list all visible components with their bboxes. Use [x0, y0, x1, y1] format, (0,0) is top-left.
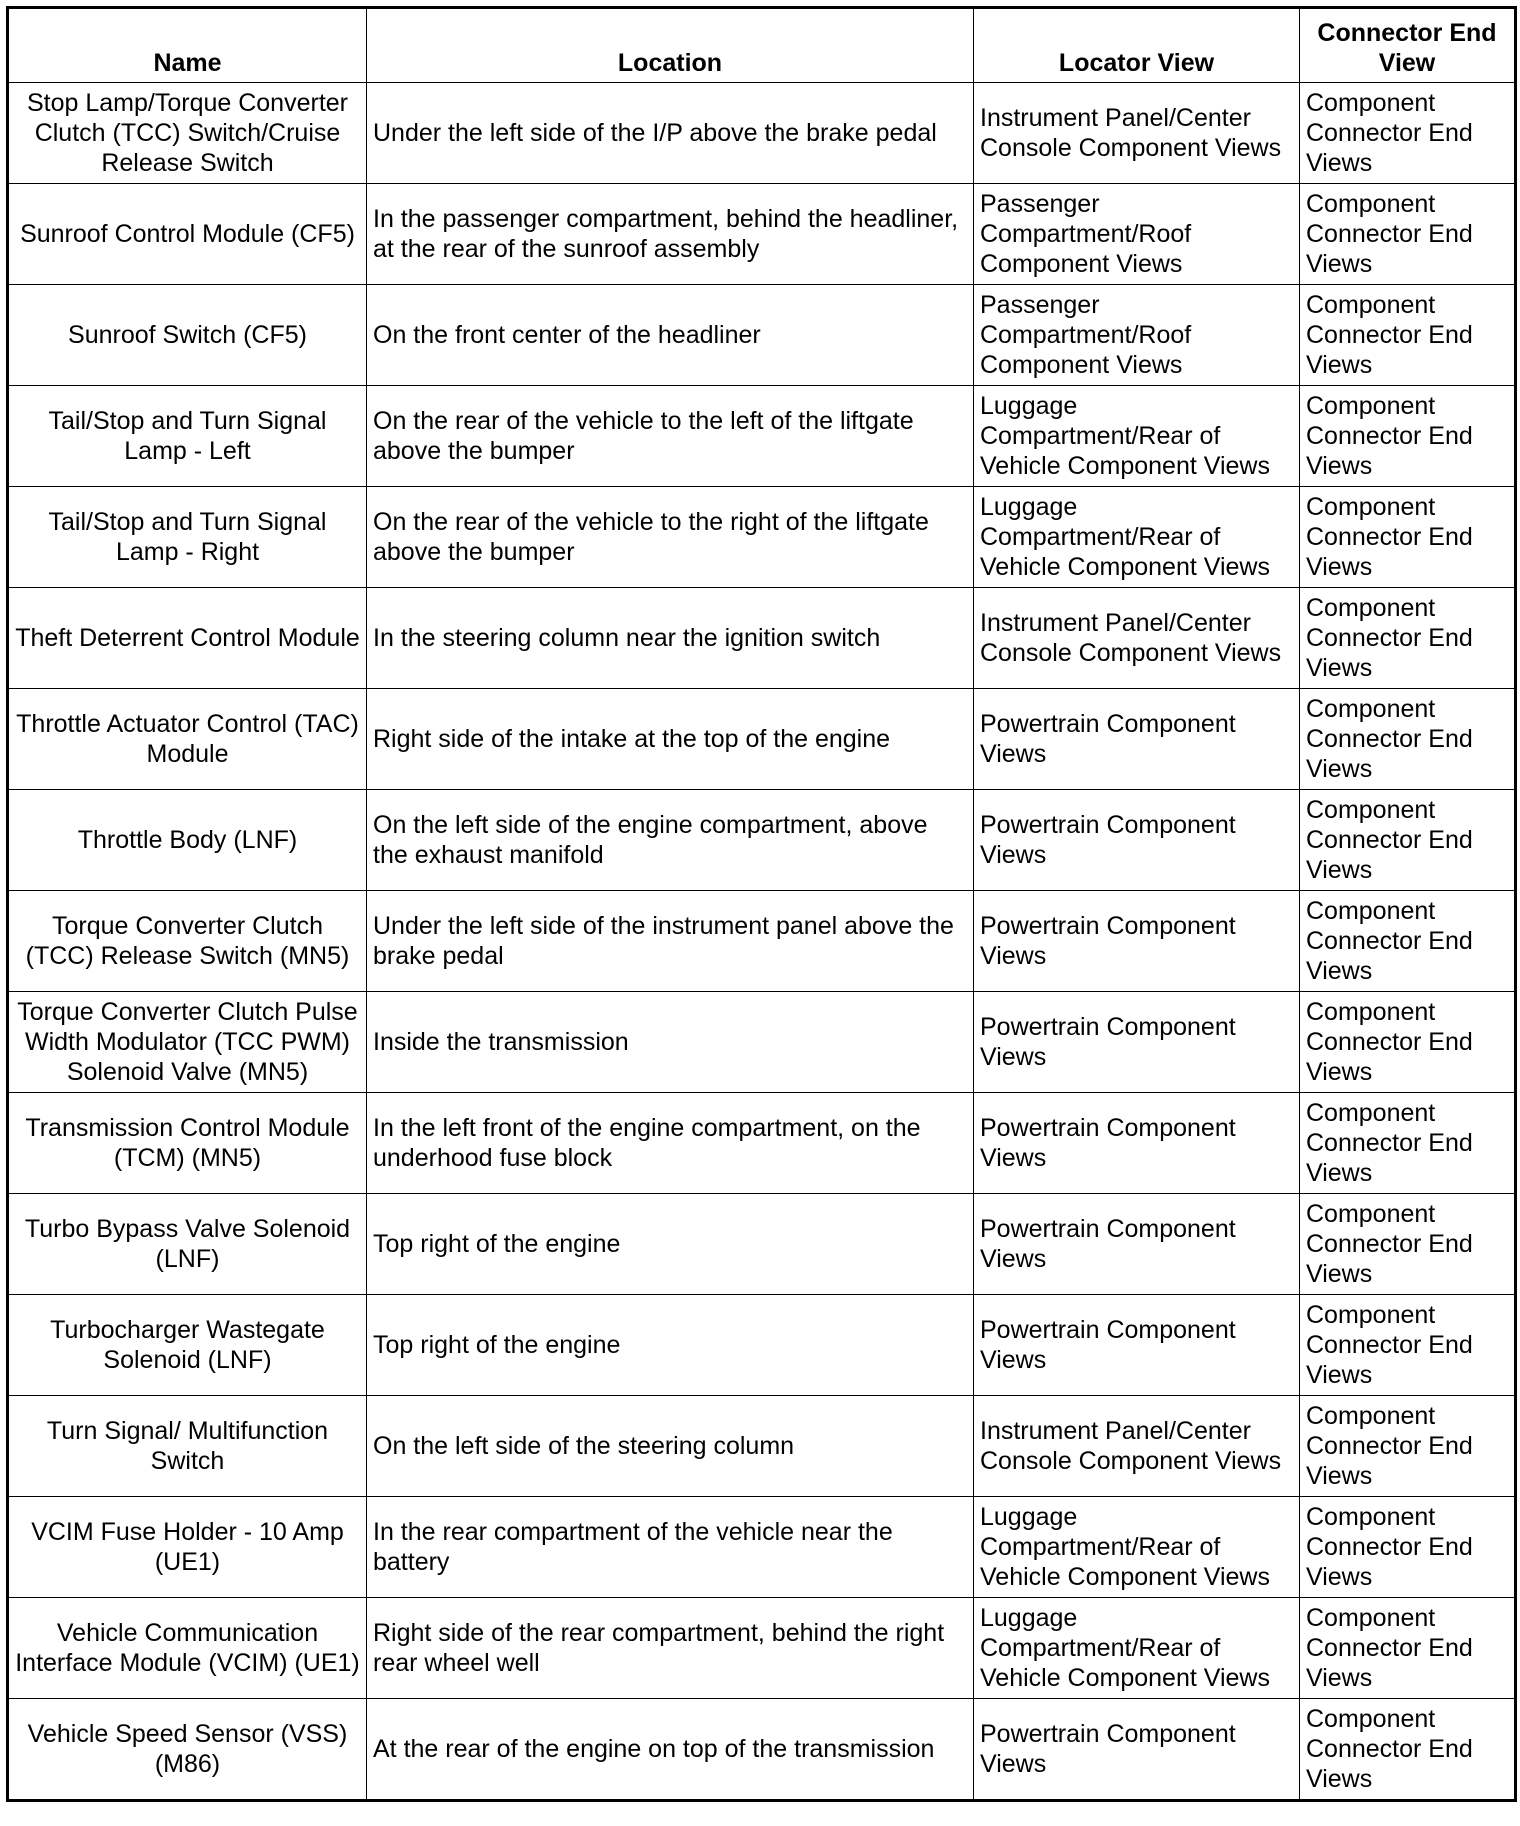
table-row — [8, 992, 1516, 1093]
table-row — [8, 891, 1516, 992]
cell-locator-view: Luggage Compartment/Rear of Vehicle Component Views — [974, 487, 1300, 588]
cell-locator-view: Powertrain Component Views — [974, 1295, 1300, 1396]
cell-name: VCIM Fuse Holder - 10 Amp (UE1) — [8, 1497, 367, 1598]
cell-name: Turbocharger Wastegate Solenoid (LNF) — [8, 1295, 367, 1396]
cell-connector-end-view: Component Connector End Views — [1300, 891, 1516, 992]
cell-name: Turbo Bypass Valve Solenoid (LNF) — [8, 1194, 367, 1295]
table-row — [8, 1194, 1516, 1295]
cell-locator-view: Powertrain Component Views — [974, 689, 1300, 790]
table-row — [8, 285, 1516, 386]
table-row — [8, 1093, 1516, 1194]
cell-location: On the front center of the headliner — [367, 285, 974, 386]
table-row — [8, 487, 1516, 588]
table-row — [8, 1497, 1516, 1598]
table-row — [8, 689, 1516, 790]
cell-location: Top right of the engine — [367, 1295, 974, 1396]
cell-locator-view: Powertrain Component Views — [974, 891, 1300, 992]
cell-location: In the steering column near the ignition switch — [367, 588, 974, 689]
header-connector-end-view: Connector End View — [1300, 8, 1516, 83]
cell-locator-view: Luggage Compartment/Rear of Vehicle Component Views — [974, 1497, 1300, 1598]
cell-connector-end-view: Component Connector End Views — [1300, 1598, 1516, 1699]
cell-connector-end-view: Component Connector End Views — [1300, 1093, 1516, 1194]
cell-locator-view: Powertrain Component Views — [974, 1194, 1300, 1295]
header-row — [8, 8, 1516, 83]
cell-connector-end-view: Component Connector End Views — [1300, 184, 1516, 285]
table-row — [8, 588, 1516, 689]
cell-connector-end-view: Component Connector End Views — [1300, 1295, 1516, 1396]
cell-connector-end-view: Component Connector End Views — [1300, 588, 1516, 689]
cell-connector-end-view: Component Connector End Views — [1300, 992, 1516, 1093]
cell-locator-view: Passenger Compartment/Roof Component Views — [974, 285, 1300, 386]
cell-name: Theft Deterrent Control Module — [8, 588, 367, 689]
cell-name: Tail/Stop and Turn Signal Lamp - Left — [8, 386, 367, 487]
cell-location: In the left front of the engine compartment, on the underhood fuse block — [367, 1093, 974, 1194]
header-name: Name — [8, 8, 367, 83]
cell-connector-end-view: Component Connector End Views — [1300, 1194, 1516, 1295]
cell-name: Torque Converter Clutch Pulse Width Modulator (TCC PWM) Solenoid Valve (MN5) — [8, 992, 367, 1093]
header-locator-view: Locator View — [974, 8, 1300, 83]
cell-connector-end-view: Component Connector End Views — [1300, 1396, 1516, 1497]
table-row — [8, 1598, 1516, 1699]
cell-name: Throttle Actuator Control (TAC) Module — [8, 689, 367, 790]
table-row — [8, 1295, 1516, 1396]
cell-locator-view: Luggage Compartment/Rear of Vehicle Component Views — [974, 1598, 1300, 1699]
cell-location: On the rear of the vehicle to the right of the liftgate above the bumper — [367, 487, 974, 588]
cell-name: Stop Lamp/Torque Converter Clutch (TCC) Switch/Cruise Release Switch — [8, 83, 367, 184]
table-row — [8, 184, 1516, 285]
cell-location: In the passenger compartment, behind the headliner, at the rear of the sunroof assembly — [367, 184, 974, 285]
table-row — [8, 386, 1516, 487]
cell-locator-view: Instrument Panel/Center Console Component Views — [974, 83, 1300, 184]
cell-locator-view: Luggage Compartment/Rear of Vehicle Component Views — [974, 386, 1300, 487]
component-locator-table — [6, 6, 1517, 1802]
cell-locator-view: Passenger Compartment/Roof Component Views — [974, 184, 1300, 285]
cell-name: Tail/Stop and Turn Signal Lamp - Right — [8, 487, 367, 588]
cell-location: Inside the transmission — [367, 992, 974, 1093]
cell-location: On the rear of the vehicle to the left of the liftgate above the bumper — [367, 386, 974, 487]
cell-connector-end-view: Component Connector End Views — [1300, 1699, 1516, 1801]
cell-connector-end-view: Component Connector End Views — [1300, 689, 1516, 790]
cell-locator-view: Instrument Panel/Center Console Component Views — [974, 588, 1300, 689]
table-row — [8, 83, 1516, 184]
cell-name: Throttle Body (LNF) — [8, 790, 367, 891]
cell-location: Right side of the rear compartment, behind the right rear wheel well — [367, 1598, 974, 1699]
cell-name: Sunroof Control Module (CF5) — [8, 184, 367, 285]
cell-location: On the left side of the engine compartment, above the exhaust manifold — [367, 790, 974, 891]
cell-location: Top right of the engine — [367, 1194, 974, 1295]
cell-connector-end-view: Component Connector End Views — [1300, 386, 1516, 487]
cell-connector-end-view: Component Connector End Views — [1300, 790, 1516, 891]
cell-locator-view: Powertrain Component Views — [974, 790, 1300, 891]
cell-location: On the left side of the steering column — [367, 1396, 974, 1497]
cell-location: Under the left side of the I/P above the brake pedal — [367, 83, 974, 184]
cell-location: Under the left side of the instrument panel above the brake pedal — [367, 891, 974, 992]
cell-name: Vehicle Communication Interface Module (VCIM) (UE1) — [8, 1598, 367, 1699]
header-location: Location — [367, 8, 974, 83]
cell-connector-end-view: Component Connector End Views — [1300, 285, 1516, 386]
table-row — [8, 1699, 1516, 1801]
cell-name: Transmission Control Module (TCM) (MN5) — [8, 1093, 367, 1194]
cell-name: Turn Signal/ Multifunction Switch — [8, 1396, 367, 1497]
cell-connector-end-view: Component Connector End Views — [1300, 1497, 1516, 1598]
cell-connector-end-view: Component Connector End Views — [1300, 83, 1516, 184]
table-row — [8, 790, 1516, 891]
table-row — [8, 1396, 1516, 1497]
cell-location: Right side of the intake at the top of the engine — [367, 689, 974, 790]
cell-locator-view: Powertrain Component Views — [974, 1093, 1300, 1194]
cell-locator-view: Powertrain Component Views — [974, 992, 1300, 1093]
cell-location: At the rear of the engine on top of the transmission — [367, 1699, 974, 1801]
cell-locator-view: Powertrain Component Views — [974, 1699, 1300, 1801]
cell-locator-view: Instrument Panel/Center Console Component Views — [974, 1396, 1300, 1497]
cell-connector-end-view: Component Connector End Views — [1300, 487, 1516, 588]
cell-name: Torque Converter Clutch (TCC) Release Switch (MN5) — [8, 891, 367, 992]
cell-name: Sunroof Switch (CF5) — [8, 285, 367, 386]
cell-name: Vehicle Speed Sensor (VSS) (M86) — [8, 1699, 367, 1801]
cell-location: In the rear compartment of the vehicle near the battery — [367, 1497, 974, 1598]
